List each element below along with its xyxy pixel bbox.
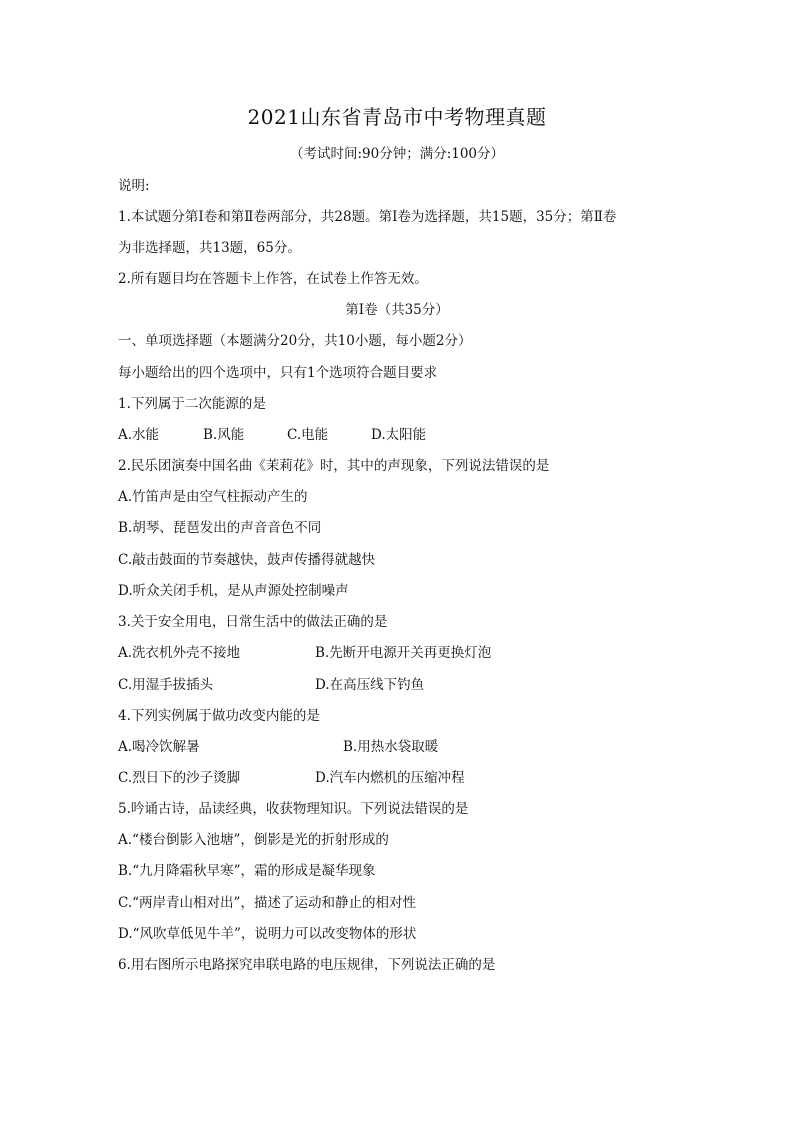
question-2-option-b: B.胡琴、琵琶发出的声音音色不同 [118,520,322,536]
note-item-1-line-1: 1.本试题分第Ⅰ卷和第Ⅱ卷两部分，共28题。第Ⅰ卷为选择题，共15题，35分；第Ⅱ卷 [118,209,617,225]
question-1-stem: 1.下列属于二次能源的是 [118,396,266,412]
exam-title: 2021山东省青岛市中考物理真题 [247,105,547,129]
part-1-instruction: 每小题给出的四个选项中，只有1个选项符合题目要求 [118,365,438,381]
question-3-option-b: B.先断开电源开关再更换灯泡 [315,645,492,661]
notes-heading: 说明: [118,178,150,194]
question-4-option-c: C.烈日下的沙子烫脚 [118,770,241,786]
question-4-option-d: D.汽车内燃机的压缩冲程 [315,770,465,786]
question-2-option-d: D.听众关闭手机，是从声源处控制噪声 [118,583,349,599]
section-1-title: 第Ⅰ卷（共35分） [345,302,449,318]
question-1-option-a: A.水能 [118,427,160,443]
question-2-stem: 2.民乐团演奏中国名曲《茉莉花》时，其中的声现象，下列说法错误的是 [118,458,550,474]
question-3-stem: 3.关于安全用电，日常生活中的做法正确的是 [118,614,388,630]
question-1-option-d: D.太阳能 [371,427,427,443]
question-2-option-c: C.敲击鼓面的节奏越快，鼓声传播得就越快 [118,552,376,568]
question-2-option-a: A.竹笛声是由空气柱振动产生的 [118,489,308,505]
question-5-option-d: D.“风吹草低见牛羊”，说明力可以改变物体的形状 [118,926,417,942]
question-4-stem: 4.下列实例属于做功改变内能的是 [118,708,320,724]
question-6-stem: 6.用右图所示电路探究串联电路的电压规律，下列说法正确的是 [118,957,496,973]
question-5-option-c: C.“两岸青山相对出”，描述了运动和静止的相对性 [118,895,416,911]
question-1-option-b: B.风能 [203,427,245,443]
question-5-option-b: B.“九月降霜秋早寒”，霜的形成是凝华现象 [118,863,376,879]
question-3-option-c: C.用湿手拔插头 [118,677,214,693]
question-1-option-c: C.电能 [287,427,329,443]
part-1-heading: 一、单项选择题（本题满分20分，共10小题，每小题2分） [118,333,472,349]
exam-subtitle: （考试时间:90分钟；满分:100分） [289,146,505,162]
question-3-option-d: D.在高压线下钓鱼 [315,677,425,693]
note-item-2: 2.所有题目均在答题卡上作答，在试卷上作答无效。 [118,271,428,287]
question-3-option-a: A.洗衣机外壳不接地 [118,645,241,661]
question-5-option-a: A.“楼台倒影入池塘”，倒影是光的折射形成的 [118,832,389,848]
question-4-option-b: B.用热水袋取暖 [343,739,439,755]
question-4-option-a: A.喝冷饮解暑 [118,739,200,755]
note-item-1-line-2: 为非选择题，共13题，65分。 [118,240,301,256]
question-5-stem: 5.吟诵古诗，品读经典，收获物理知识。下列说法错误的是 [118,801,469,817]
